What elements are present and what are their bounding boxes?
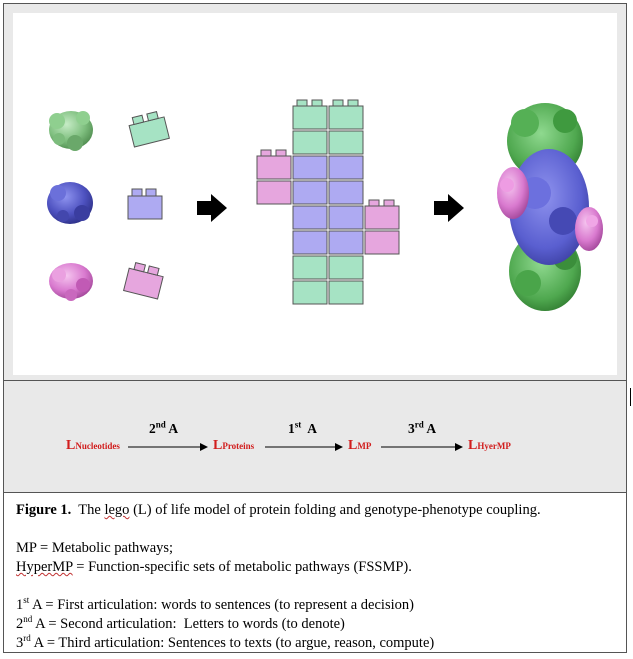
lego-brick-green xyxy=(127,110,169,147)
lego-brick xyxy=(293,181,327,204)
lego-brick-pink xyxy=(365,231,399,254)
caption-second-articulation: 2nd A = Second articulation: Letters to words (to denote) xyxy=(16,614,345,632)
illustration-panel xyxy=(3,3,627,381)
lego-stud xyxy=(297,100,307,106)
lego-stud xyxy=(312,100,322,106)
lego-stud xyxy=(348,100,358,106)
protein-blob-green xyxy=(49,111,93,151)
lego-brick xyxy=(293,206,327,229)
lego-brick xyxy=(293,281,327,304)
lego-stud xyxy=(384,200,394,206)
lego-brick xyxy=(329,206,363,229)
articulation-arrows xyxy=(4,381,628,493)
protein-blob-pink xyxy=(49,263,93,301)
lego-stud xyxy=(333,100,343,106)
lego-brick xyxy=(293,106,327,129)
right-arrow-icon xyxy=(197,194,227,222)
lego-brick xyxy=(329,156,363,179)
lego-brick xyxy=(329,106,363,129)
chain-label-mp: LMP xyxy=(348,438,372,453)
lego-brick xyxy=(329,256,363,279)
lego-stud xyxy=(261,150,271,156)
lego-brick-pink xyxy=(257,156,291,179)
lego-brick-pink xyxy=(124,261,165,299)
lego-tower xyxy=(257,100,399,304)
lego-brick xyxy=(293,131,327,154)
lego-brick-purple xyxy=(128,189,162,219)
figure-caption xyxy=(16,501,616,653)
articulation-panel xyxy=(3,381,627,493)
lego-stud xyxy=(276,150,286,156)
articulation-label-1st: 1st A xyxy=(288,419,318,436)
lego-brick xyxy=(329,131,363,154)
illustration-canvas xyxy=(13,13,617,375)
lego-brick-pink xyxy=(365,206,399,229)
lego-brick xyxy=(329,181,363,204)
lego-brick-pink xyxy=(257,181,291,204)
lego-stud xyxy=(369,200,379,206)
chain-label-nucleotides: LNucleotides xyxy=(66,438,120,453)
caption-third-articulation: 3rd A = Third articulation: Sentences to texts (to argue, reason, compute) xyxy=(16,633,435,651)
caption-mp-definition: MP = Metabolic pathways; xyxy=(16,540,174,556)
caption-first-articulation: 1st A = First articulation: words to sentences (to represent a decision) xyxy=(16,595,414,613)
lego-brick xyxy=(329,231,363,254)
articulation-label-3rd: 3rd A xyxy=(408,419,437,436)
caption-title: Figure 1. The lego (L) of life model of protein folding and genotype-phenotype coupling. xyxy=(16,502,541,518)
caption-panel xyxy=(3,493,627,653)
lego-brick xyxy=(293,231,327,254)
chain-label-proteins: LProteins xyxy=(213,438,255,453)
lego-brick xyxy=(293,256,327,279)
lego-illustration xyxy=(13,13,617,375)
lego-brick xyxy=(293,156,327,179)
caption-hypermp-definition: HyperMP = Function-specific sets of metabolic pathways (FSSMP). xyxy=(16,559,412,575)
edge-mark xyxy=(630,388,631,406)
protein-complex xyxy=(497,103,603,311)
right-arrow-icon xyxy=(434,194,464,222)
chain-label-hyermp: LHyerMP xyxy=(468,438,511,453)
articulation-label-2nd: 2nd A xyxy=(149,419,179,436)
lego-brick xyxy=(329,281,363,304)
protein-blob-blue xyxy=(47,182,93,224)
